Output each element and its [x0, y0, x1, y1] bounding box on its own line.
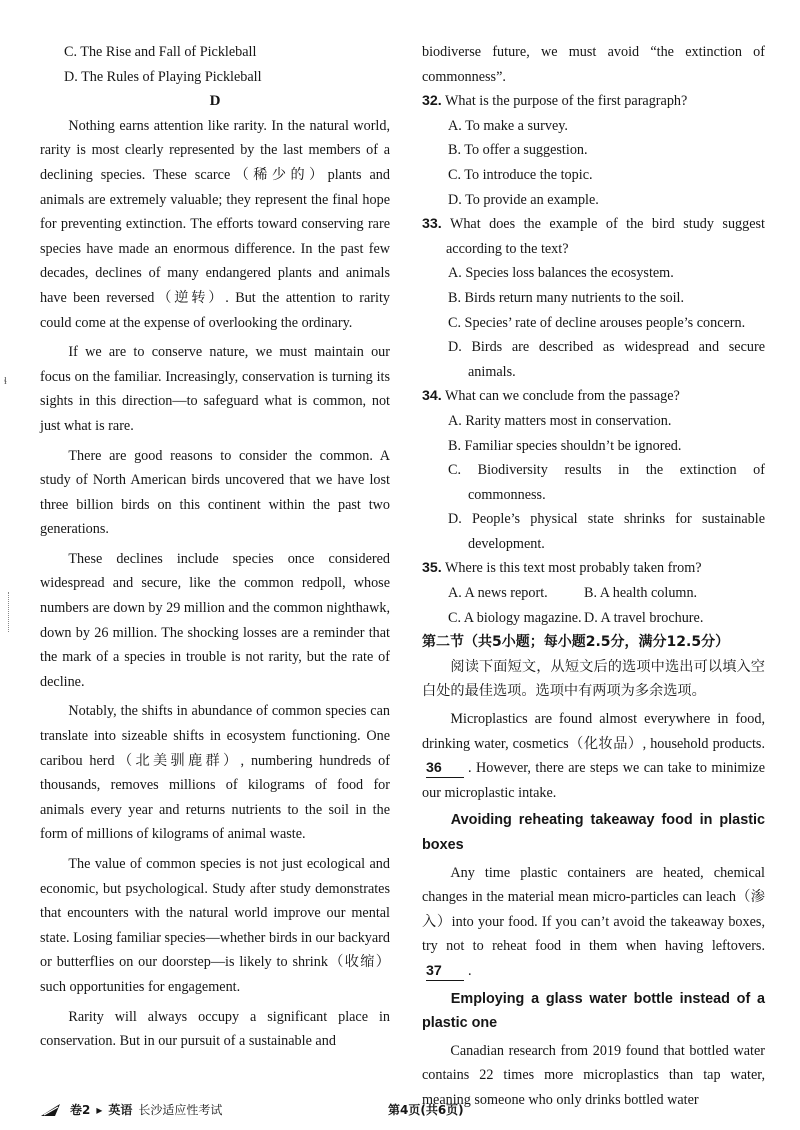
section-heading: Avoiding reheating takeaway food in plastic boxes	[422, 812, 765, 853]
volume-label: 卷2	[70, 1103, 91, 1117]
answer-option[interactable]: D. To provide an example.	[448, 191, 599, 208]
cloze-text: . However, there are steps we can take to minimize our microplastic intake.	[422, 760, 765, 801]
blank-37[interactable]: 37	[426, 962, 464, 981]
section-instruction: 阅读下面短文，从短文后的选项中选出可以填入空白处的最佳选项。选项中有两项为多余选项。	[422, 658, 765, 700]
question-33	[422, 212, 765, 384]
question-number: 34.	[422, 388, 442, 405]
question-35	[422, 556, 765, 630]
cloze-text: Any time plastic containers are heated, chemical changes in the material mean micro-particles can leach（渗入）into your food. If you can’t avoid the takeaway boxes, try not to reheat food in them when having leftovers.	[422, 864, 765, 955]
question-34	[422, 384, 765, 556]
cloze-paragraph	[422, 861, 765, 984]
passage-paragraph: Nothing earns attention like rarity. In the natural world, rarity is most clearly represented by the last members of a declining species. These scarce（稀少的）plants and animals are extremely valuable; they represent the final hope for preventing extinction. The efforts toward conserving rare species have made an enormous difference. In the past few decades, declines of many endangered plants and animals have been reversed（逆转）. But the attention to rarity could come at the expense of overlooking the ordinary.	[40, 117, 390, 331]
answer-option[interactable]: A. A news report.	[448, 585, 548, 602]
answer-option[interactable]: D. A travel brochure.	[584, 609, 704, 626]
question-32	[422, 89, 765, 212]
answer-option[interactable]: C. To introduce the topic.	[448, 166, 593, 183]
question-number: 35.	[422, 560, 442, 577]
cloze-text: Microplastics are found almost everywhere in food, drinking water, cosmetics（化妆品）, household products.	[422, 711, 765, 752]
previous-option-d: D. The Rules of Playing Pickleball	[64, 68, 262, 85]
answer-option[interactable]: A. To make a survey.	[448, 117, 568, 134]
question-number: 32.	[422, 93, 442, 110]
cloze-paragraph: Canadian research from 2019 found that bottled water contains 22 times more microplastics than tap water, meaning someone who only drinks bottled water	[422, 1042, 765, 1108]
section-title: 第二节（共5小题；每小题2.5分，满分12.5分）	[422, 634, 730, 651]
subject-label: 英语	[108, 1103, 133, 1117]
cloze-intro	[422, 707, 765, 805]
previous-option-c: C. The Rise and Fall of Pickleball	[64, 44, 257, 60]
answer-option[interactable]: C. Species’ rate of decline arouses people’s concern.	[448, 314, 746, 331]
question-number: 33.	[422, 216, 442, 233]
page-number: 第4页(共6页)	[388, 1103, 464, 1117]
blank-36[interactable]: 36	[426, 759, 464, 778]
page-footer	[0, 1101, 800, 1123]
question-stem: What is the purpose of the first paragraph?	[445, 93, 688, 110]
question-stem: What can we conclude from the passage?	[445, 388, 680, 405]
passage-paragraph: Notably, the shifts in abundance of common species can translate into sizeable shifts in ecosystem functioning. One caribou herd（北美驯鹿群）, numbering hundreds of thousands, removes millions of kilograms of food for animals every year and returns nutrients to the soil in the form of millions of kilograms of animal waste.	[40, 703, 390, 843]
answer-option[interactable]: B. A health column.	[584, 585, 698, 602]
question-stem: What does the example of the bird study suggest according to the text?	[446, 216, 765, 257]
answer-option[interactable]: A. Rarity matters most in conservation.	[448, 412, 672, 429]
right-column	[422, 40, 765, 1113]
answer-option[interactable]: B. Birds return many nutrients to the soil.	[448, 289, 685, 306]
arrow-logo-icon	[40, 1102, 64, 1118]
left-column	[40, 40, 390, 1054]
cloze-text: .	[468, 962, 472, 979]
question-stem: Where is this text most probably taken from?	[445, 560, 702, 577]
exam-name: 长沙适应性考试	[138, 1103, 223, 1117]
answer-option[interactable]: C. A biology magazine.	[448, 609, 582, 626]
passage-paragraph: If we are to conserve nature, we must maintain our focus on the familiar. Increasingly, conservation is turning its sights in this direction—to safeguard what is common, not just what is rare.	[40, 344, 390, 434]
passage-paragraph: These declines include species once considered widespread and secure, like the common redpoll, whose numbers are down by 29 million and the common nighthawk, down by 26 million. The shocking losses are a reminder that the mark of a species in trouble is not rarity, but the rate of decline.	[40, 550, 390, 690]
exam-badge: 卷2 ▸ 英语 长沙适应性考试	[40, 1101, 222, 1118]
passage-continuation: biodiverse future, we must avoid “the extinction of commonness”.	[422, 44, 765, 85]
margin-mark: ɬ	[4, 376, 7, 387]
answer-option[interactable]: C. Biodiversity results in the extinction of commonness.	[448, 462, 765, 503]
passage-label: D	[209, 93, 221, 110]
answer-option[interactable]: B. To offer a suggestion.	[448, 142, 588, 159]
answer-option[interactable]: D. Birds are described as widespread and secure animals.	[448, 339, 765, 380]
answer-option[interactable]: B. Familiar species shouldn’t be ignored.	[448, 437, 682, 454]
passage-paragraph: The value of common species is not just ecological and economic, but psychological. Study after study demonstrates that encounters with the natural world improve our mental state. Losing familiar species—whether birds in our backyard or butterflies on our doorstep—is likely to shrink（收缩）such opportunities for engagement.	[40, 856, 390, 995]
section-heading: Employing a glass water bottle instead of a plastic one	[422, 990, 765, 1032]
passage-paragraph: Rarity will always occupy a significant place in conservation. But in our pursuit of a sustainable and	[40, 1008, 390, 1050]
passage-paragraph: There are good reasons to consider the common. A study of North American birds uncovered that we have lost three billion birds on this continent within the past two generations.	[40, 447, 390, 538]
answer-option[interactable]: A. Species loss balances the ecosystem.	[448, 265, 674, 282]
margin-binding-line	[8, 592, 10, 632]
answer-option[interactable]: D. People’s physical state shrinks for sustainable development.	[448, 511, 765, 552]
